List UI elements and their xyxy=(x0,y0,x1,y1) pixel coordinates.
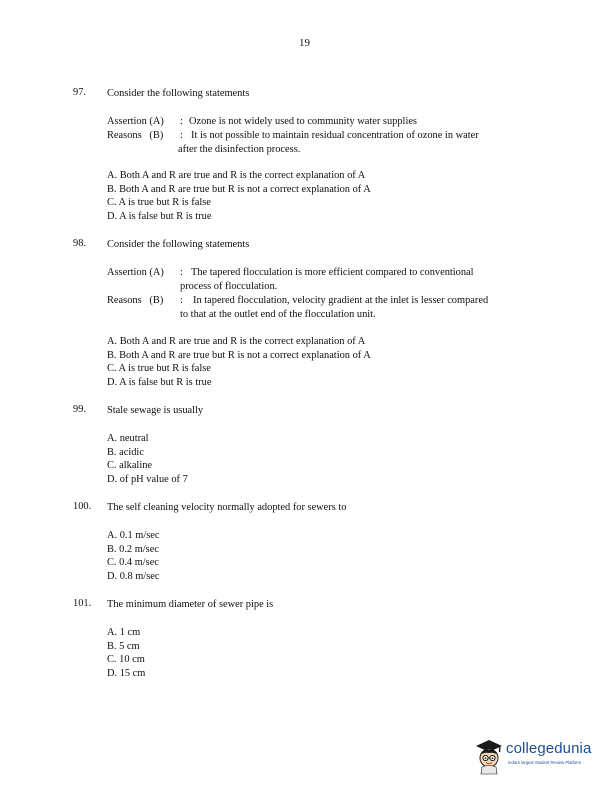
assertion-text: Ozone is not widely used to community water supplies xyxy=(189,116,417,127)
option-c: C. 0.4 m/sec xyxy=(107,557,159,569)
option-d: D. A is false but R is true xyxy=(107,376,212,388)
assertion-label: Assertion (A) xyxy=(107,116,164,127)
option-a: A. Both A and R are true and R is the correct explanation of A xyxy=(107,170,366,181)
reason-text-line2: after the disinfection process. xyxy=(178,144,301,155)
option-d: D. A is false but R is true xyxy=(107,210,212,222)
question-text: Consider the following statements xyxy=(107,88,250,99)
option-a: A. Both A and R are true and R is the correct explanation of A xyxy=(107,336,366,347)
assertion-text-line2: process of flocculation. xyxy=(180,281,278,292)
collegedunia-logo[interactable] xyxy=(472,736,608,776)
question-number: 98. xyxy=(73,238,86,249)
option-d: D. 0.8 m/sec xyxy=(107,570,160,582)
option-a: A. 0.1 m/sec xyxy=(107,530,160,541)
option-b: B. 5 cm xyxy=(107,640,140,652)
question-text: The minimum diameter of sewer pipe is xyxy=(107,599,274,610)
option-b: B. 0.2 m/sec xyxy=(107,543,159,555)
reason-label: Reasons (B) xyxy=(107,295,164,306)
assertion-separator: : xyxy=(180,267,183,278)
reason-label: Reasons (B) xyxy=(107,130,164,141)
logo-tagline: India's largest Student Review Platform xyxy=(508,760,581,765)
reason-separator: : xyxy=(180,130,183,141)
mascot-icon xyxy=(472,736,506,776)
question-number: 100. xyxy=(73,501,92,512)
question-number: 97. xyxy=(73,87,86,98)
reason-text-line2: to that at the outlet end of the flocculation unit. xyxy=(180,309,376,320)
page-number: 19 xyxy=(299,37,310,49)
option-d: D. of pH value of 7 xyxy=(107,473,188,485)
option-b: B. Both A and R are true but R is not a correct explanation of A xyxy=(107,349,371,361)
option-b: B. acidic xyxy=(107,446,144,458)
logo-wordmark: collegedunia xyxy=(506,740,592,757)
option-a: A. 1 cm xyxy=(107,627,141,638)
assertion-separator: : xyxy=(180,116,183,127)
question-number: 99. xyxy=(73,404,86,415)
reason-text-line1: It is not possible to maintain residual concentration of ozone in water xyxy=(191,130,479,141)
assertion-text-line1: The tapered flocculation is more efficient compared to conventional xyxy=(191,267,474,278)
option-c: C. 10 cm xyxy=(107,654,145,666)
reason-separator: : xyxy=(180,295,183,306)
option-c: C. alkaline xyxy=(107,460,153,472)
question-text: Consider the following statements xyxy=(107,239,250,250)
option-b: B. Both A and R are true but R is not a correct explanation of A xyxy=(107,183,371,195)
question-text: Stale sewage is usually xyxy=(107,405,204,416)
assertion-label: Assertion (A) xyxy=(107,267,164,278)
question-number: 101. xyxy=(73,598,92,609)
option-c: C. A is true but R is false xyxy=(107,363,211,375)
reason-text-line1: In tapered flocculation, velocity gradient at the inlet is lesser compared xyxy=(193,295,489,306)
question-text: The self cleaning velocity normally adopted for sewers to xyxy=(107,502,347,513)
option-c: C. A is true but R is false xyxy=(107,197,211,209)
option-d: D. 15 cm xyxy=(107,667,146,679)
option-a: A. neutral xyxy=(107,433,149,444)
